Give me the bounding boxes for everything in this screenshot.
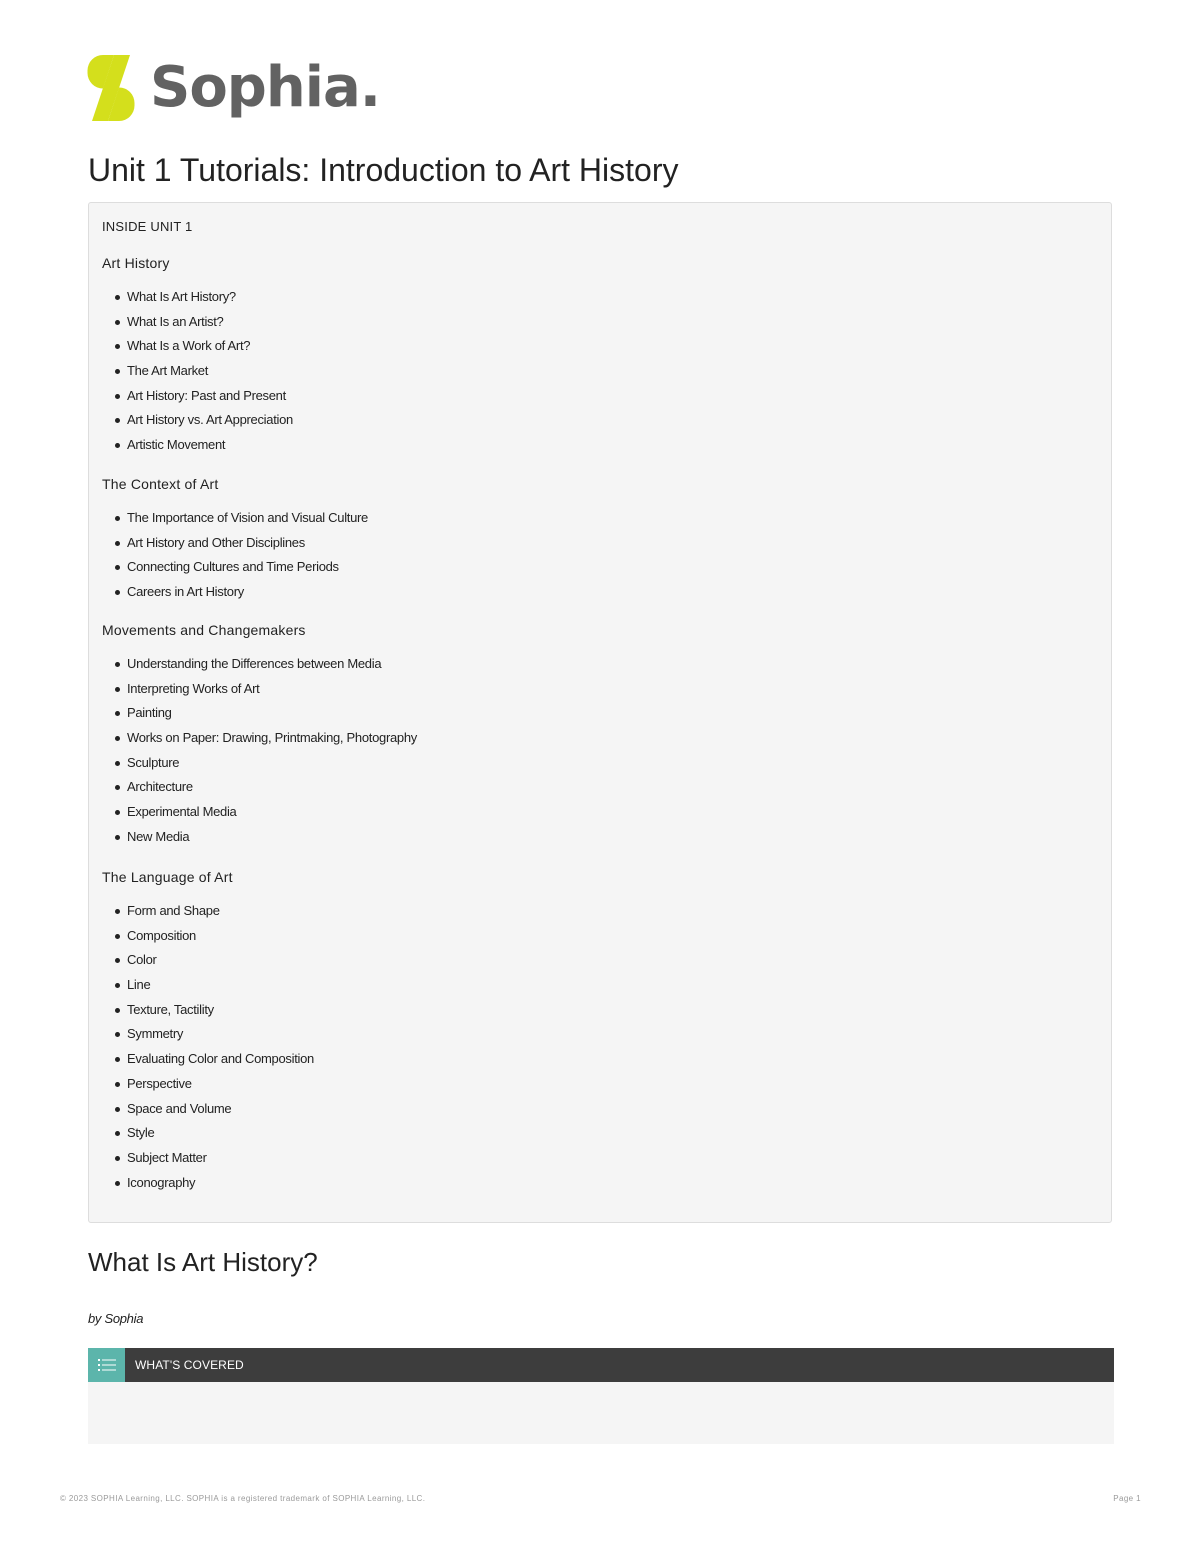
toc-item[interactable]: Sculpture bbox=[112, 751, 1092, 776]
sophia-logo-mark-icon bbox=[86, 53, 136, 123]
toc-item[interactable]: Space and Volume bbox=[112, 1097, 1092, 1122]
toc-item[interactable]: Architecture bbox=[112, 775, 1092, 800]
toc-item[interactable]: Interpreting Works of Art bbox=[112, 677, 1092, 702]
toc-item-list bbox=[102, 652, 1092, 850]
whats-covered-label: WHAT'S COVERED bbox=[135, 1358, 244, 1372]
toc-item[interactable]: Style bbox=[112, 1121, 1092, 1146]
toc-section-movements bbox=[102, 620, 1092, 850]
sophia-wordmark: Sophia bbox=[150, 55, 360, 120]
toc-section-language-of-art bbox=[102, 867, 1092, 1195]
toc-item[interactable]: What Is an Artist? bbox=[112, 310, 1092, 335]
toc-item[interactable]: Works on Paper: Drawing, Printmaking, Photography bbox=[112, 726, 1092, 751]
toc-item[interactable]: Connecting Cultures and Time Periods bbox=[112, 555, 1092, 580]
toc-item[interactable]: Careers in Art History bbox=[112, 580, 1092, 605]
toc-section-title: Art History bbox=[102, 255, 170, 271]
lesson-title: What Is Art History? bbox=[88, 1247, 318, 1277]
toc-item[interactable]: What Is a Work of Art? bbox=[112, 334, 1092, 359]
toc-item[interactable]: Evaluating Color and Composition bbox=[112, 1047, 1092, 1072]
toc-item[interactable]: Line bbox=[112, 973, 1092, 998]
toc-item[interactable]: The Importance of Vision and Visual Culture bbox=[112, 506, 1092, 531]
toc-item-list bbox=[102, 285, 1092, 458]
toc-item[interactable]: Symmetry bbox=[112, 1022, 1092, 1047]
toc-item[interactable]: Iconography bbox=[112, 1171, 1092, 1196]
footer-copyright: © 2023 SOPHIA Learning, LLC. SOPHIA is a registered trademark of SOPHIA Learning, LLC. bbox=[60, 1494, 426, 1503]
toc-section-title: Movements and Changemakers bbox=[102, 622, 306, 638]
sophia-logo: Sophia . bbox=[86, 52, 380, 124]
toc-section-title: The Context of Art bbox=[102, 476, 219, 492]
toc-item-list bbox=[102, 506, 1092, 605]
footer-page-number: Page 1 bbox=[1113, 1494, 1141, 1503]
toc-item[interactable]: Art History vs. Art Appreciation bbox=[112, 408, 1092, 433]
toc-section-title: The Language of Art bbox=[102, 869, 233, 885]
list-icon bbox=[88, 1348, 125, 1382]
toc-heading: INSIDE UNIT 1 bbox=[102, 219, 193, 234]
toc-item[interactable]: The Art Market bbox=[112, 359, 1092, 384]
lesson-byline: by Sophia bbox=[88, 1311, 144, 1326]
toc-item[interactable]: Experimental Media bbox=[112, 800, 1092, 825]
whats-covered-header bbox=[88, 1348, 1114, 1382]
toc-item[interactable]: Perspective bbox=[112, 1072, 1092, 1097]
toc-item[interactable]: Color bbox=[112, 948, 1092, 973]
toc-item[interactable]: New Media bbox=[112, 825, 1092, 850]
toc-item-list bbox=[102, 899, 1092, 1195]
whats-covered-body bbox=[88, 1382, 1114, 1444]
toc-section-art-history bbox=[102, 253, 1092, 458]
unit-title: Unit 1 Tutorials: Introduction to Art History bbox=[88, 152, 679, 188]
toc-item[interactable]: What Is Art History? bbox=[112, 285, 1092, 310]
toc-item[interactable]: Subject Matter bbox=[112, 1146, 1092, 1171]
toc-item[interactable]: Artistic Movement bbox=[112, 433, 1092, 458]
toc-item[interactable]: Form and Shape bbox=[112, 899, 1092, 924]
toc-item[interactable]: Understanding the Differences between Media bbox=[112, 652, 1092, 677]
toc-item[interactable]: Art History and Other Disciplines bbox=[112, 531, 1092, 556]
unit-contents-box bbox=[88, 202, 1112, 1223]
toc-section-context-of-art bbox=[102, 474, 1092, 605]
toc-item[interactable]: Texture, Tactility bbox=[112, 998, 1092, 1023]
toc-item[interactable]: Painting bbox=[112, 701, 1092, 726]
toc-item[interactable]: Art History: Past and Present bbox=[112, 384, 1092, 409]
toc-item[interactable]: Composition bbox=[112, 924, 1092, 949]
